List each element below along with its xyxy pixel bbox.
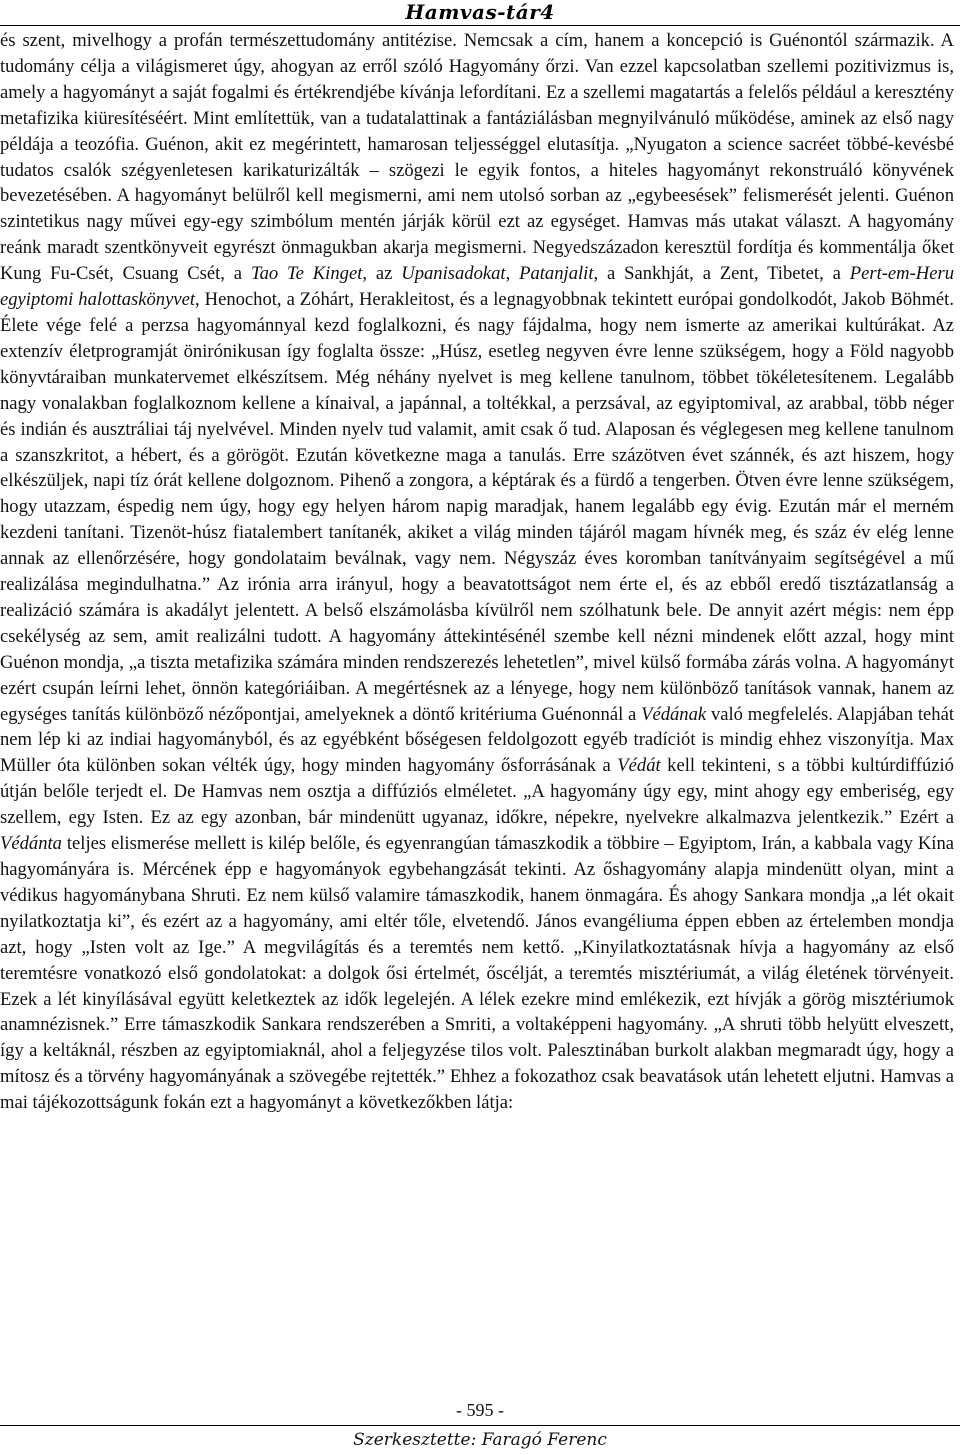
text-segment: , xyxy=(505,263,520,285)
text-segment: , Henochot, a Zóhárt, Herakleitost, és a legnagyobbnak tekintett európai gondolkodót, Jakob Böhmét. Élete vége felé a perzsa hagyománnyal kezd foglalkozni, és nagy fájdalma, hogy nem ismerte az amerikai kultúrákat. Az extenzív életprogramját önirónikusan így foglalta össze: „Húsz, esetleg negyven évre lenne szükségem, hogy a Föld nagyobb könyvtáraiban munkatervemet elkészítsem. Még néhány nyelvet is meg kellene tanulnom, többet tökéletesítenem. Legalább nagy vonalakban foglalkoznom kellene a kínaival, a japánnal, a toltékkal, a perzsával, az egyiptomival, az arabbal, több néger és indián és ausztráliai táj nyelvével. Minden nyelv tud valamit, amit csak ő tud. Alaposan és véglegesen meg kellene tanulnom a szanszkritot, a hébert, és a görögöt. Ezután következne maga a tanulás. Erre százötven évet szánnék, és azt hiszem, hogy elkészüljek, napi tíz órát kellene dolgoznom. Pihenő a zongora, a képtárak és a fürdő a tengerben. Ötven évre lenne szükségem, hogy utazzam, éspedig nem úgy, hogy egy helyen három napig maradjak, hanem legalább egy évig. Ezután már el merném kezdeni tanítani. Tizenöt-húsz fiatalembert tanítanék, akiket a világ minden tájáról magam hívnék meg, és száz év elég lenne annak az ellenőrzésére, hogy gondolataim beválnak, vagy nem. Négyszáz éves koromban tanítványaim segítségével a mű realizálása megindulhatna.” Az irónia arra irányul, hogy a beavatottságot nem érte el, és az ebből eredő tisztázatlanság a realizáció számára is akadályt jelentett. A belső elszámolásba kívülről nem szólhatunk bele. De annyit azért mégis: nem épp csekélység az sem, amit realizálni tudott. A hagyomány áttekintésénél szembe kell nézni mindenek előtt azzal, hogy mint Guénon mondja, „a tiszta metafizika számára minden rendszerezés lehetetlen”, mivel külső formába zárás volna. A hagyományt ezért csupán leírni lehet, önnön kategóriáiban. A megértésnek az a lényege, hogy nem különböző tanítások vannak, hanem az egységes tanítás különböző nézőpontjai, amelyeknek a döntő kritériuma Guénonnál a xyxy=(0,289,954,725)
body-paragraph xyxy=(0,28,954,1116)
italic-title-segment: Pert-em-Heru egyiptomi halottaskönyvet xyxy=(0,263,955,311)
italic-title-segment: Védát xyxy=(617,755,661,777)
italic-title-segment: Védának xyxy=(641,703,707,725)
header-divider xyxy=(0,25,960,26)
text-segment: teljes elismerése mellett is kilép belőle, és egyenrangúan támaszkodik a többire – Egyiptom, Irán, a kabbala vagy Kína hagyományára is. Mércének épp e hagyományok egybehangzását tekinti. Az őshagyomány alapja mindenütt olyan, mint a védikus hagyománybana Shruti. Ez nem külső valamire támaszkodik, hanem önmagára. És ahogy Sankara mondja „a lét okait nyilatkoztatja ki”, és ezért az a hagyomány, ami eltér tőle, elvetendő. János evangéliuma éppen ebben az értelemben mondja azt, hogy „Isten volt az Ige.” A megvilágítás és a teremtés nem kettő. „Kinyilatkoztatásnak hívja a hagyomány az első teremtésre vonatkozó első gondolatokat: a dolgok ősi értelmét, őscélját, a teremtés misztériumát, a világ életének törvényeit. Ezek a lét kinyílásával együtt keletkeztek az idők legelején. A lélek ezekre mind emlékezik, ezt hívják a görög misztériumok anamnézisnek.” Erre támaszkodik Sankara rendszerében a Smriti, a voltaképpeni hagyomány. „A shruti több helyütt elveszett, így a keltáknál, részben az egyiptomiaknál, ahol a feljegyzése tilos volt. Palesztinában burkolt alakban megmaradt úgy, hogy a mítosz és a törvény hagyományának a szövegébe rejtették.” Ehhez a fokozathoz csak beavatások után lehetett eljutni. Hamvas a mai tájékozottságunk fokán ezt a hagyományt a következőkben látja: xyxy=(0,833,954,1114)
text-segment: , az xyxy=(362,263,402,285)
body-text xyxy=(0,28,954,1116)
footer-editor-credit: Szerkesztette: Faragó Ferenc xyxy=(353,1430,607,1450)
text-segment: való megfelelés. Alapjában tehát nem lép ki az indiai hagyományból, és az egyébként bőségesen feldolgozott egyéb tradíciót is mindig ehhez viszonyítja. Max Müller óta különben sokan vélték úgy, hogy minden hagyomány ősforrásának a xyxy=(0,703,954,777)
italic-title-segment: Patanjalit xyxy=(519,263,594,285)
page-header xyxy=(0,0,960,26)
text-segment: és szent, mivelhogy a profán természettudomány antitézise. Nemcsak a cím, hanem a koncepció is Guénontól származik. A tudomány célja a világismeret úgy, ahogyan az erről szóló Hagyomány őrzi. Van ezzel kapcsolatban szellemi pozitivizmus is, amely a hagyományt a saját fogalmi és értékrendjébe kívánja lefordítani. Ez a szellemi magatartás a felelős például a keresztény metafizika kiüresítéséért. Mint említettük, van a tudatalattinak a fantáziálásban megnyilvánuló működése, aminek az első nagy példája a teozófia. Guénon, akit ez megérintett, hamarosan teljességgel elutasítja. „Nyugaton a science sacréet többé-kevésbé tudatos csalók szégyenletesen karikaturizálták – szögezi le egyik fontos, a hiteles hagyományt rekonstruáló könyvének bevezetésében. A hagyományt belülről kell megismerni, ami nem utolsó sorban az „egybeesések” felismerését jelenti. Guénon szintetikus nagy művei egy-egy szimbólum mentén járják körül ezt az egységet. Hamvas más utakat választ. A hagyomány reánk maradt szentkönyveit egyrészt önmagukban akarja megismerni. Negyedszázadon keresztül fordítja és kommentálja őket Kung Fu-Csét, Csuang Csét, a xyxy=(0,30,954,285)
italic-title-segment: Védánta xyxy=(0,833,62,855)
text-segment: kell tekinteni, s a többi kultúrdiffúzió útján belőle terjedt el. De Hamvas nem osztja a diffúziós elméletet. „A hagyomány úgy egy, mint ahogy egy emberiség, egy szellem, egy Isten. Ez az egy azonban, bár mindenütt ugyanaz, időkre, népekre, nyelvekre alkalmazva jelentkezik.” Ezért a xyxy=(0,755,954,829)
header-title: Hamvas-tár4 xyxy=(405,0,555,24)
italic-title-segment: Upanisadokat xyxy=(401,263,506,285)
italic-title-segment: Tao Te Kinget xyxy=(250,263,363,285)
text-segment: , a Sankhját, a Zent, Tibetet, a xyxy=(593,263,850,285)
page-number: - 595 - xyxy=(456,1400,504,1420)
footer-divider xyxy=(0,1425,960,1426)
